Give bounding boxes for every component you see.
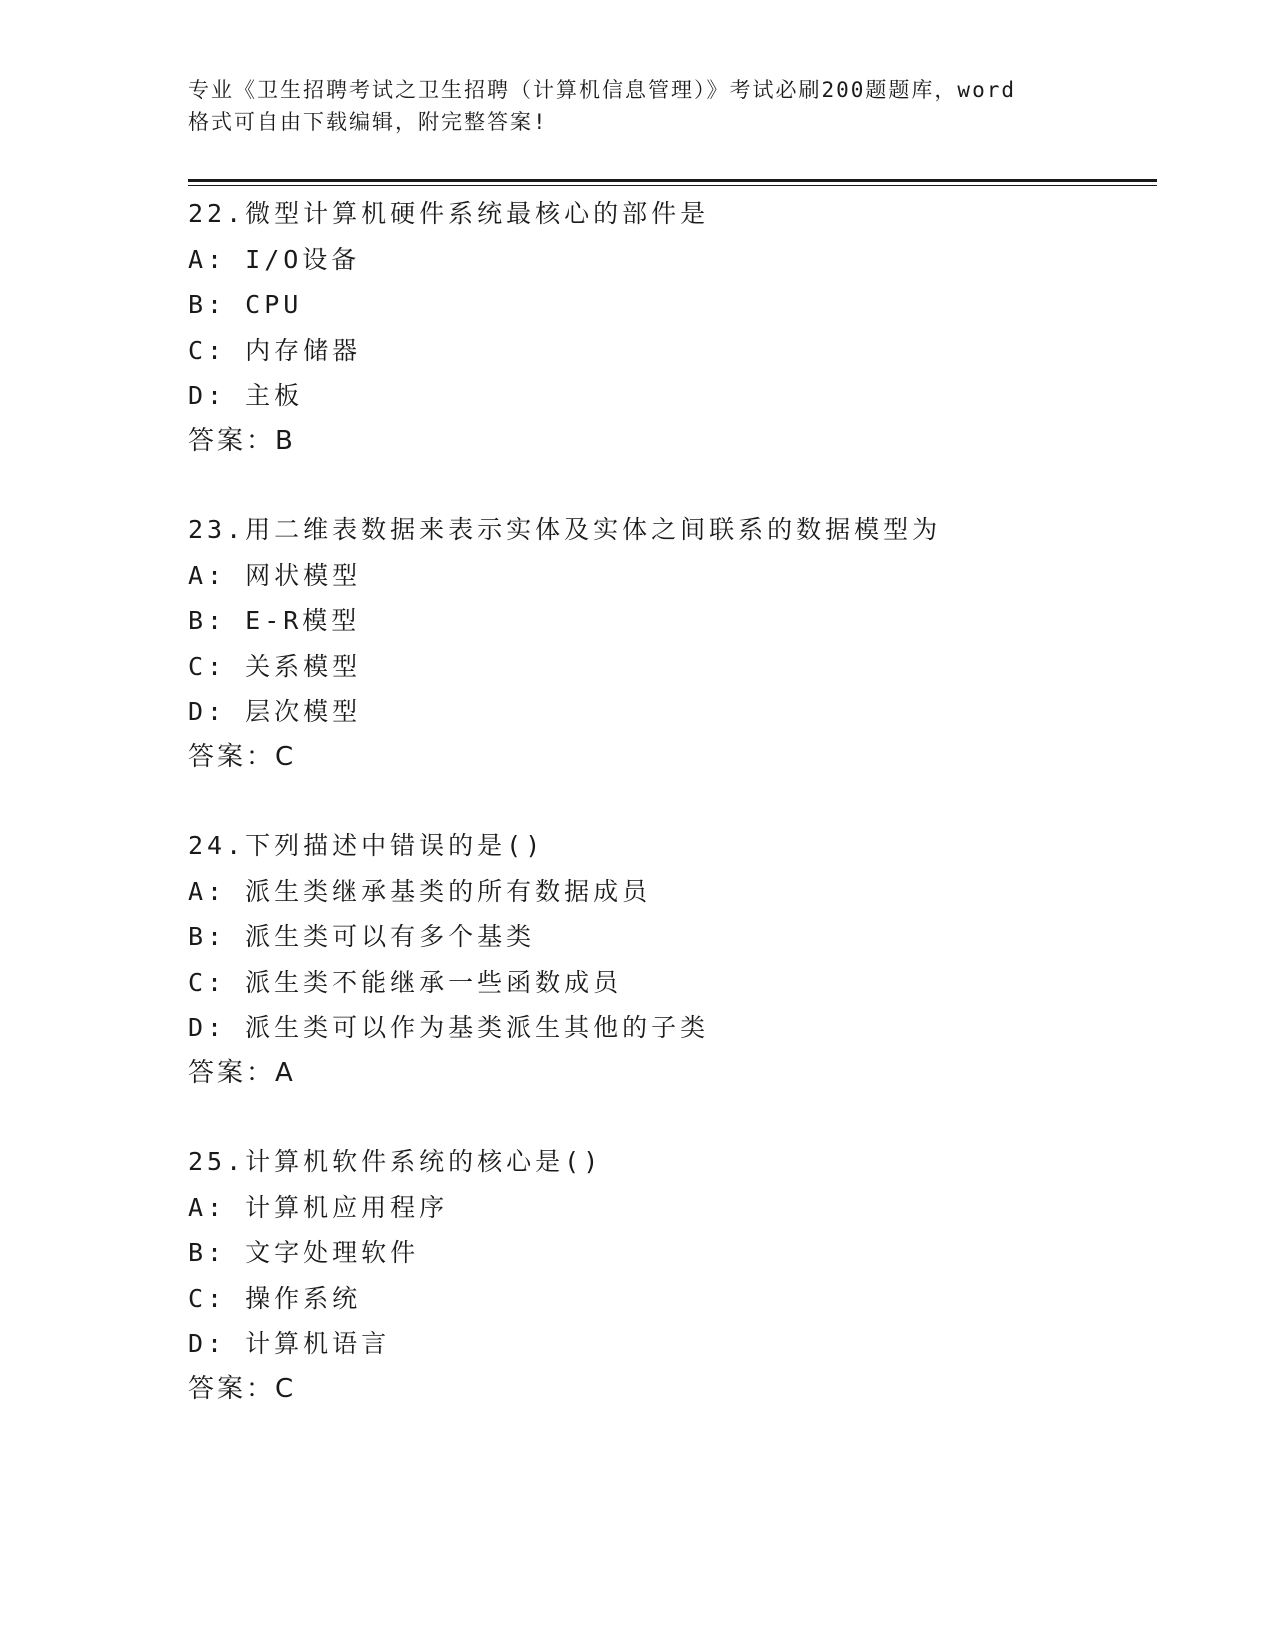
- question-23: [188, 507, 1148, 780]
- option-a: A: 派生类继承基类的所有数据成员: [188, 876, 652, 906]
- answer-line: [188, 1051, 1148, 1097]
- header-divider-thin: [188, 185, 1157, 186]
- question-stem: 24.下列描述中错误的是(): [188, 831, 545, 860]
- question-22: [188, 191, 1148, 464]
- option-c: C: 内存储器: [188, 335, 362, 365]
- option-c: C: 关系模型: [188, 651, 362, 681]
- option-c: C: 派生类不能继承一些函数成员: [188, 967, 623, 997]
- document-header: [188, 74, 1088, 138]
- option-b: B: CPU: [188, 290, 303, 319]
- answer-line: [188, 735, 1148, 781]
- answer-line: [188, 419, 1148, 465]
- question-list: [188, 191, 1148, 1455]
- answer-label: 答案：: [188, 1057, 276, 1088]
- answer-label: 答案：: [188, 741, 276, 772]
- question-stem: 25.计算机软件系统的核心是(): [188, 1147, 603, 1176]
- answer-label: 答案：: [188, 1373, 276, 1404]
- option-b: B: E-R模型: [188, 606, 361, 635]
- option-d: D: 计算机语言: [188, 1329, 391, 1358]
- answer-value: B: [275, 425, 294, 456]
- option-d: D: 派生类可以作为基类派生其他的子类: [188, 1013, 710, 1042]
- option-d: D: 主板: [188, 381, 304, 410]
- answer-line: [188, 1367, 1148, 1413]
- answer-value: A: [275, 1057, 294, 1088]
- question-24: [188, 823, 1148, 1096]
- option-d: D: 层次模型: [188, 697, 362, 726]
- answer-value: C: [275, 1373, 295, 1404]
- option-b: B: 派生类可以有多个基类: [188, 922, 536, 951]
- option-a: A: 计算机应用程序: [188, 1192, 449, 1222]
- header-line-2: 格式可自由下载编辑，附完整答案!: [188, 110, 548, 134]
- answer-label: 答案：: [188, 425, 276, 456]
- question-stem: 23.用二维表数据来表示实体及实体之间联系的数据模型为: [188, 515, 942, 544]
- question-25: [188, 1139, 1148, 1412]
- header-divider-thick: [188, 179, 1157, 182]
- option-a: A: I/O设备: [188, 244, 361, 274]
- option-a: A: 网状模型: [188, 560, 362, 590]
- header-line-1: 专业《卫生招聘考试之卫生招聘（计算机信息管理）》考试必刷200题题库，word: [188, 78, 1016, 102]
- option-b: B: 文字处理软件: [188, 1238, 420, 1267]
- question-stem: 22.微型计算机硬件系统最核心的部件是: [188, 199, 710, 228]
- option-c: C: 操作系统: [188, 1283, 362, 1313]
- answer-value: C: [275, 741, 295, 772]
